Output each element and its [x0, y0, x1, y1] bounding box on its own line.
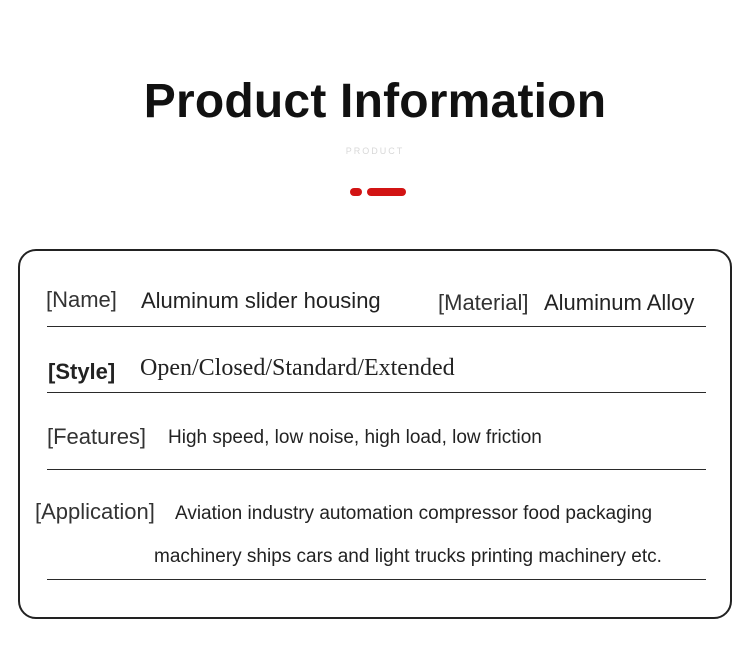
accent-bar — [367, 188, 406, 196]
application-label: [Application] — [35, 499, 155, 524]
row-divider — [47, 469, 706, 470]
material-label: [Material] — [438, 290, 529, 315]
page-title: Product Information — [143, 75, 607, 128]
name-label: [Name] — [46, 287, 117, 312]
style-label: [Style] — [48, 359, 116, 384]
features-label: [Features] — [47, 424, 147, 449]
faint-subtitle: PRODUCT — [345, 146, 405, 156]
accent-dot — [350, 188, 362, 196]
application-value-line1: Aviation industry automation compressor food packaging — [175, 503, 653, 524]
row-divider — [47, 392, 706, 393]
application-value-line2: machinery ships cars and light trucks printing machinery etc. — [154, 546, 662, 567]
material-value: Aluminum Alloy — [544, 290, 695, 315]
row-divider — [47, 326, 706, 327]
name-value: Aluminum slider housing — [141, 288, 381, 313]
row-divider — [47, 579, 706, 580]
style-value: Open/Closed/Standard/Extended — [140, 355, 455, 381]
features-value: High speed, low noise, high load, low friction — [168, 427, 542, 448]
